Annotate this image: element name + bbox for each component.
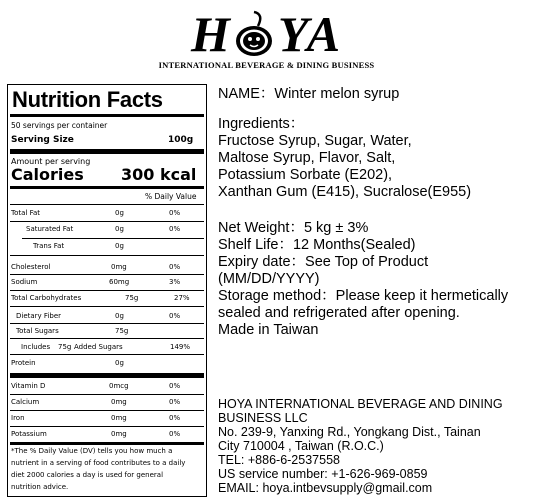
nutrient-amount: 0g [115, 359, 124, 367]
nutrient-dv: 149% [170, 343, 191, 351]
nutrient-label: Includes [21, 343, 51, 351]
brand-name-left: H [190, 6, 232, 62]
nutrition-title: Nutrition Facts [12, 87, 163, 112]
nutrient-label: Vitamin D [11, 382, 46, 390]
expiry-date: Expiry date：See Top of Product [218, 254, 429, 270]
amount-per-serving: Amount per serving [11, 157, 91, 166]
servings-per-container: 50 servings per container [11, 121, 108, 130]
divider [10, 114, 204, 117]
company-phone: TEL: +886-6-2537558 [218, 453, 340, 467]
brand-tagline: INTERNATIONAL BEVERAGE & DINING BUSINESS [158, 60, 375, 70]
divider-medium [10, 186, 204, 189]
nutrient-amount: 0mg [111, 430, 127, 438]
company-us-phone: US service number: +1-626-969-0859 [218, 467, 428, 481]
nutrient-amount: 75g [125, 294, 139, 302]
expiry-format: (MM/DD/YYYY) [218, 271, 320, 287]
nutrient-dv: 0% [169, 430, 181, 438]
nutrient-amount: 75g [58, 343, 72, 351]
company-email: EMAIL: hoya.intbevsupply@gmail.com [218, 481, 433, 495]
divider-thick [10, 373, 204, 378]
cup-mascot-icon [232, 10, 276, 58]
company-line: BUSINESS LLC [218, 411, 308, 425]
company-address: No. 239-9, Yanxing Rd., Yongkang Dist., Tainan [218, 425, 481, 439]
divider-thick [10, 149, 204, 154]
nutrient-amount: 0g [115, 209, 124, 217]
nutrient-dv: 0% [169, 312, 181, 320]
footnote-line: *The % Daily Value (DV) tells you how much a [11, 447, 173, 455]
divider-medium [10, 442, 204, 445]
nutrient-label: Protein [11, 359, 36, 367]
nutrient-dv: 0% [169, 414, 181, 422]
nutrient-dv: 0% [169, 382, 181, 390]
shelf-life: Shelf Life：12 Months(Sealed) [218, 237, 416, 253]
daily-value-header: % Daily Value [145, 192, 197, 201]
nutrient-label: Total Sugars [16, 327, 59, 335]
ingredient-line: Xanthan Gum (E415), Sucralose(E955) [218, 184, 472, 200]
ingredient-line: Potassium Sorbate (E202), [218, 167, 393, 183]
serving-size-value: 100g [168, 135, 194, 145]
nutrient-dv: 0% [169, 263, 181, 271]
nutrient-label: Iron [11, 414, 25, 422]
origin: Made in Taiwan [218, 322, 319, 338]
nutrient-added-sugars: Added Sugars [74, 343, 123, 351]
nutrient-amount: 60mg [109, 278, 130, 286]
nutrient-label: Dietary Fiber [16, 312, 62, 320]
nutrient-amount: 0g [115, 242, 124, 250]
nutrient-amount: 75g [115, 327, 129, 335]
footnote-line: diet 2000 calories a day is used for general [11, 471, 164, 479]
nutrition-facts-panel [7, 84, 207, 497]
ingredient-line: Fructose Syrup, Sugar, Water, [218, 133, 412, 149]
net-weight: Net Weight：5 kg ± 3% [218, 220, 369, 236]
nutrient-dv: 0% [169, 225, 181, 233]
nutrient-label: Potassium [11, 430, 47, 438]
product-name: NAME：Winter melon syrup [218, 86, 400, 102]
nutrient-label: Calcium [11, 398, 40, 406]
nutrient-label: Total Carbohydrates [11, 294, 82, 302]
nutrient-amount: 0g [115, 225, 124, 233]
nutrient-label: Sodium [11, 278, 38, 286]
nutrient-amount: 0mg [111, 398, 127, 406]
storage-method-cont: sealed and refrigerated after opening. [218, 305, 460, 321]
footnote-line: nutrition advice. [11, 483, 69, 491]
nutrient-dv: 0% [169, 209, 181, 217]
footnote-line: nutrient in a serving of food contributes to a daily [11, 459, 186, 467]
company-line: HOYA INTERNATIONAL BEVERAGE AND DINING [218, 397, 503, 411]
storage-method: Storage method：Please keep it hermetically [218, 288, 509, 304]
nutrient-amount: 0mg [111, 414, 127, 422]
brand-logo [0, 8, 533, 70]
serving-size-label: Serving Size [11, 135, 74, 145]
nutrient-amount: 0mcg [109, 382, 129, 390]
nutrient-dv: 27% [174, 294, 190, 302]
nutrient-label: Trans Fat [33, 242, 65, 250]
calories-label: Calories [11, 165, 84, 184]
company-address: City 710004 , Taiwan (R.O.C.) [218, 439, 384, 453]
calories-value: 300 kcal [121, 165, 197, 184]
nutrient-amount: 0mg [111, 263, 127, 271]
nutrient-label: Cholesterol [11, 263, 51, 271]
nutrient-label: Total Fat [11, 209, 40, 217]
nutrient-amount: 0g [115, 312, 124, 320]
brand-name-right: YA [277, 6, 343, 62]
nutrient-dv: 0% [169, 398, 181, 406]
nutrient-label: Saturated Fat [26, 225, 74, 233]
ingredient-line: Maltose Syrup, Flavor, Salt, [218, 150, 396, 166]
nutrient-dv: 3% [169, 278, 181, 286]
ingredients-header: Ingredients： [218, 116, 305, 132]
